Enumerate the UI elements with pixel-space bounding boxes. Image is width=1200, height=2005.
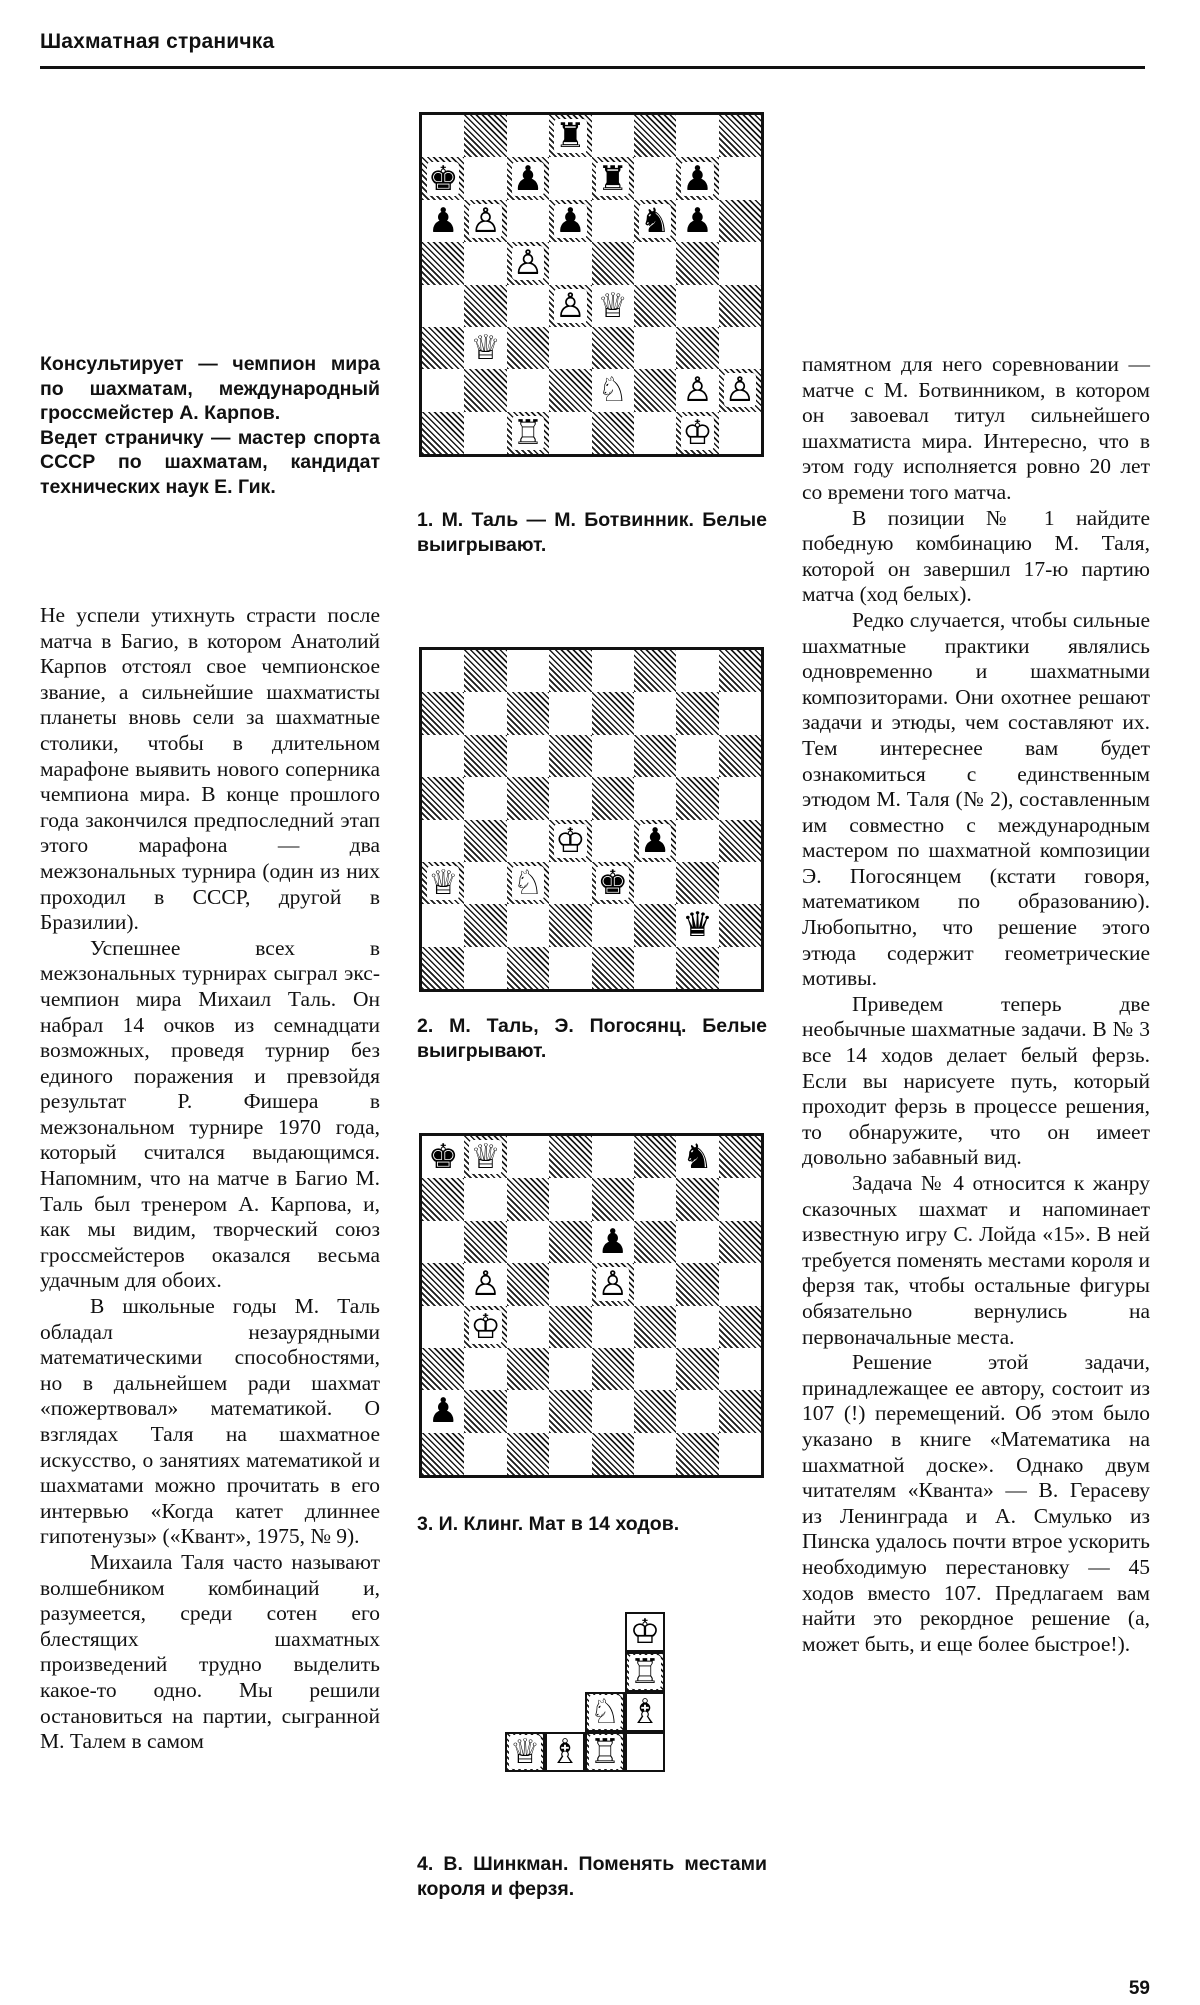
board-square [634,692,676,734]
fig4-cell [625,1612,665,1652]
chess-piece: ♘ [597,370,628,411]
board-square [719,862,761,904]
board-square [634,1306,676,1348]
board-square [507,1433,549,1475]
board-square [422,1221,464,1263]
board-square [676,904,718,946]
credits-block [40,352,380,499]
board-square [719,157,761,199]
figure-4-puzzle [500,1612,720,1782]
board-square [422,904,464,946]
fig4-cell [545,1732,585,1772]
board-square [592,820,634,862]
board-square [592,157,634,199]
article-left-column [40,603,380,1755]
board-square [464,157,506,199]
board-square [422,200,464,242]
chess-piece: ♗ [629,1692,661,1732]
paragraph: Михаила Таля часто называют волшебником комбинаций и, разумеется, среди сотен его блестящих шахматных произведений трудно выделить какое-то одно. Мы решили остановиться на партии, сыгранной М. Талем в самом [40,1549,380,1754]
board-square [634,1348,676,1390]
chessboard-2 [419,647,764,992]
fig4-cell [585,1692,625,1732]
board-square [507,115,549,157]
board-square [719,242,761,284]
board-square [549,242,591,284]
board-square [719,1263,761,1305]
board-square [549,1136,591,1178]
board-square [676,1136,718,1178]
board-square [507,327,549,369]
board-square [507,1348,549,1390]
board-square [422,1390,464,1432]
board-square [422,369,464,411]
board-square [719,735,761,777]
board-square [592,1306,634,1348]
board-square [634,947,676,989]
board-square [719,1136,761,1178]
header-rule [40,66,1145,69]
chess-piece: ♟ [555,200,586,241]
board-square [507,777,549,819]
chess-piece: ♖ [512,412,544,453]
board-square [422,947,464,989]
board-square [676,327,718,369]
board-square [634,1390,676,1432]
board-square [507,820,549,862]
chess-piece: ♘ [512,863,544,904]
chess-piece: ♟ [639,820,671,861]
fig4-cell [505,1732,545,1772]
board-square [719,777,761,819]
board-square [719,412,761,454]
board-square [549,1433,591,1475]
board-square [549,862,591,904]
board-square [719,1433,761,1475]
board-square [422,692,464,734]
board-square [676,1221,718,1263]
board-square [507,285,549,327]
board-square [592,369,634,411]
board-square [592,1178,634,1220]
chess-piece: ♚ [597,863,628,904]
board-square [464,904,506,946]
board-square [634,1178,676,1220]
board-square [507,735,549,777]
paragraph: Задача № 4 относится к жанру сказочных шахмат и напоминает известную игру С. Лойда «15». В ней требуется поменять местами короля и ферзя так, чтобы остальные фигуры обязательно вернулись на первоначальные места. [802,1171,1150,1349]
board-square [507,157,549,199]
board-square [507,1306,549,1348]
board-square [634,1221,676,1263]
article-right-column [802,352,1150,1657]
board-square [549,1221,591,1263]
board-square [422,115,464,157]
board-square [549,777,591,819]
board-square [676,115,718,157]
board-square [592,1263,634,1305]
board-square [676,1433,718,1475]
board-square [592,1221,634,1263]
fig4-cell [625,1732,665,1772]
board-square [422,777,464,819]
board-square [634,1136,676,1178]
chess-piece: ♟ [427,200,459,241]
board-square [549,1263,591,1305]
board-square [549,1306,591,1348]
paragraph: Не успели утихнуть страсти после матча в Багио, в котором Анатолий Карпов отстоял свое чемпионское звание, а сильнейшие шахматисты планеты вновь сели за шахматные столики, чтобы в длительном марафоне выявить нового соперника чемпиона мира. В конце прошлого года закончился предпоследний этап этого марафона — два межзональных турнира (один из них проходил в СССР, другой в Бразилии). [40,603,380,935]
board-square [422,1306,464,1348]
board-square [464,947,506,989]
fig4-cell [625,1692,665,1732]
chess-piece: ♖ [589,1732,621,1772]
board-square [634,650,676,692]
board-square [676,1348,718,1390]
board-square [676,1178,718,1220]
board-square [549,650,591,692]
board-square [549,200,591,242]
section-title: Шахматная страничка [40,30,275,53]
board-square [676,285,718,327]
board-square [464,200,506,242]
board-square [634,820,676,862]
board-square [422,735,464,777]
board-square [464,327,506,369]
board-square [592,285,634,327]
board-square [464,820,506,862]
board-square [676,650,718,692]
board-square [719,1348,761,1390]
board-square [464,692,506,734]
chess-piece: ♟ [597,1221,628,1262]
board-square [719,1306,761,1348]
board-square [464,1178,506,1220]
board-square [719,1390,761,1432]
board-square [676,200,718,242]
board-square [549,327,591,369]
chess-piece: ♞ [639,200,671,241]
board-square [634,200,676,242]
chess-piece: ♕ [427,863,459,904]
board-square [549,157,591,199]
board-square [507,650,549,692]
board-square [507,904,549,946]
paragraph: Решение этой задачи, принадлежащее ее автору, состоит из 107 (!) перемещений. Об этом было указано в книге «Математика на шахматной доске». Однако двум читателям «Кванта» — В. Герасеву из Ленинграда и А. Смулько из Пинска удалось почти втрое ускорить необходимую перестановку — 45 ходов вместо 107. Предлагаем вам найти это рекордное решение (а, может быть, и еще более быстрое!). [802,1350,1150,1656]
fig4-cell [585,1732,625,1772]
chess-piece: ♚ [427,158,459,199]
board-square [464,1136,506,1178]
board-square [422,157,464,199]
chess-piece: ♔ [682,412,713,453]
board-square [549,947,591,989]
board-square [422,1263,464,1305]
board-square [592,735,634,777]
chessboard-3 [419,1133,764,1478]
diagram-2-caption: 2. М. Таль, Э. Погосянц. Белые выигрывают. [417,1015,767,1062]
chess-piece: ♜ [597,158,628,199]
board-square [549,115,591,157]
chess-piece: ♕ [509,1732,541,1772]
board-square [634,904,676,946]
board-square [464,650,506,692]
board-square [719,200,761,242]
board-square [719,692,761,734]
board-square [507,200,549,242]
board-square [422,1136,464,1178]
board-square [719,947,761,989]
board-square [422,1178,464,1220]
board-square [676,1390,718,1432]
board-square [676,862,718,904]
board-square [422,1348,464,1390]
board-square [422,1433,464,1475]
figure-4-caption: 4. В. Шинкман. Поменять местами короля и ферзя. [417,1853,767,1900]
board-square [676,947,718,989]
board-square [634,862,676,904]
board-square [676,777,718,819]
chess-piece: ♙ [470,200,501,241]
board-square [507,1136,549,1178]
board-square [464,1306,506,1348]
board-square [422,242,464,284]
chess-piece: ♙ [512,243,544,284]
board-square [676,1306,718,1348]
paragraph: В позиции № 1 найдите победную комбинацию М. Таля, которой он завершил 17-ю партию матча (ход белых). [802,505,1150,607]
board-square [592,692,634,734]
board-square [507,1221,549,1263]
board-square [592,242,634,284]
page-number: 59 [1128,1978,1150,1999]
fig4-cell [625,1652,665,1692]
board-square [592,327,634,369]
board-square [464,777,506,819]
chess-piece: ♕ [470,1137,501,1178]
board-square [719,1178,761,1220]
board-square [634,369,676,411]
board-square [719,115,761,157]
chess-piece: ♛ [682,905,713,946]
board-square [634,1433,676,1475]
board-square [464,1348,506,1390]
board-square [507,692,549,734]
board-square [507,1263,549,1305]
board-square [634,157,676,199]
chess-piece: ♘ [589,1692,621,1732]
board-square [592,904,634,946]
board-square [634,327,676,369]
board-square [634,115,676,157]
chess-piece: ♟ [682,158,713,199]
paragraph: Успешнее всех в межзональных турнирах сыграл экс-чемпион мира Михаил Таль. Он набрал 14 очков из семнадцати возможных, проведя турнир без единого поражения и превзойдя результат Р. Фишера в межзональном турнире 1970 года, который считался выдающимся. Напомним, что на матче в Багио М. Таль был тренером А. Карпова, и, как мы видим, творческий союз гроссмейстеров оказался весьма удачным для обоих. [40,935,380,1293]
board-square [719,327,761,369]
paragraph: Приведем теперь две необычные шахматные задачи. В № 3 все 14 ходов делает белый ферзь. Если вы нарисуете путь, который проходит ферзь в процессе решения, то обнаружите, что он имеет довольно забавный вид. [802,991,1150,1170]
board-square [464,1433,506,1475]
board-square [507,1178,549,1220]
board-square [676,242,718,284]
paragraph: памятном для него соревновании — матче с М. Ботвинником, в котором он завоевал титул сильнейшего шахматиста мира. Интересно, что в этом году исполняется ровно 20 лет со времени того матча. [802,352,1150,504]
board-square [549,412,591,454]
board-square [634,285,676,327]
board-square [676,157,718,199]
chess-piece: ♕ [470,328,501,369]
editor-credit: Ведет страничку — мастер спорта СССР по шахматам, кандидат технических наук Е. Гик. [40,426,380,498]
chess-piece: ♟ [427,1391,459,1432]
consultant-credit: Консультирует — чемпион мира по шахматам, международный гроссмейстер А. Карпов. [40,353,380,424]
board-square [676,369,718,411]
board-square [507,242,549,284]
board-square [464,1263,506,1305]
board-square [676,735,718,777]
paragraph: В школьные годы М. Таль обладал незаурядными математическими способностями, но в дальнейшем ради шахмат «пожертвовал» математикой. О взглядах Таля на шахматное искусство, о занятиях математикой и шахматами можно прочитать в его интервью «Когда катет длиннее гипотенузы» («Квант», 1975, № 9). [40,1294,380,1549]
board-square [592,650,634,692]
diagram-1-caption: 1. М. Таль — М. Ботвинник. Белые выигрывают. [417,509,767,556]
board-square [676,692,718,734]
board-square [592,412,634,454]
board-square [507,369,549,411]
board-square [422,285,464,327]
board-square [549,285,591,327]
board-square [549,735,591,777]
board-square [549,692,591,734]
board-square [464,285,506,327]
board-square [719,1221,761,1263]
board-square [507,1390,549,1432]
board-square [719,820,761,862]
board-square [719,285,761,327]
board-square [634,242,676,284]
chess-piece: ♙ [555,285,586,326]
board-square [592,115,634,157]
chess-piece: ♔ [629,1612,661,1652]
board-square [464,115,506,157]
chess-piece: ♔ [555,820,586,861]
board-square [507,862,549,904]
board-square [422,862,464,904]
board-square [719,369,761,411]
chess-piece: ♗ [549,1732,581,1772]
board-square [676,820,718,862]
board-square [464,862,506,904]
board-square [464,735,506,777]
board-square [592,947,634,989]
chessboard-1 [419,112,764,457]
board-square [507,947,549,989]
chess-piece: ♙ [724,370,756,411]
diagram-3-caption: 3. И. Клинг. Мат в 14 ходов. [417,1513,680,1535]
board-square [634,1263,676,1305]
board-square [549,904,591,946]
board-square [549,1348,591,1390]
chess-piece: ♙ [682,370,713,411]
chess-piece: ♞ [682,1137,713,1178]
chess-piece: ♖ [629,1652,661,1692]
chess-piece: ♙ [470,1264,501,1305]
paragraph: Редко случается, чтобы сильные шахматные практики являлись одновременно и шахматными композиторами. Они охотнее решают задачи и этюды, чем составляют их. Тем интереснее вам будет ознакомиться с единственным этюдом М. Таля (№ 2), составленным им совместно с международным мастером по шахматной композиции Э. Погосянцем (кстати говоря, математиком по образованию). Любопытно, что решение этого этюда содержит геометрические мотивы. [802,607,1150,991]
board-square [634,412,676,454]
board-square [507,412,549,454]
chess-piece: ♙ [597,1264,628,1305]
board-square [464,1390,506,1432]
board-square [592,862,634,904]
board-square [676,412,718,454]
board-square [549,820,591,862]
chess-piece: ♕ [597,285,628,326]
board-square [464,412,506,454]
board-square [592,200,634,242]
board-square [719,650,761,692]
board-square [592,1348,634,1390]
board-square [422,650,464,692]
board-square [549,1390,591,1432]
chess-piece: ♟ [512,158,544,199]
board-square [634,735,676,777]
board-square [676,1263,718,1305]
board-square [634,777,676,819]
board-square [549,369,591,411]
board-square [592,1433,634,1475]
board-square [549,1178,591,1220]
board-square [464,1221,506,1263]
chess-piece: ♔ [470,1306,501,1347]
board-square [422,820,464,862]
board-square [422,327,464,369]
board-square [592,1390,634,1432]
board-square [592,777,634,819]
chess-piece: ♚ [427,1137,459,1178]
board-square [719,904,761,946]
board-square [592,1136,634,1178]
chess-piece: ♟ [682,200,713,241]
board-square [422,412,464,454]
chess-piece: ♜ [555,116,586,157]
board-square [464,242,506,284]
board-square [464,369,506,411]
